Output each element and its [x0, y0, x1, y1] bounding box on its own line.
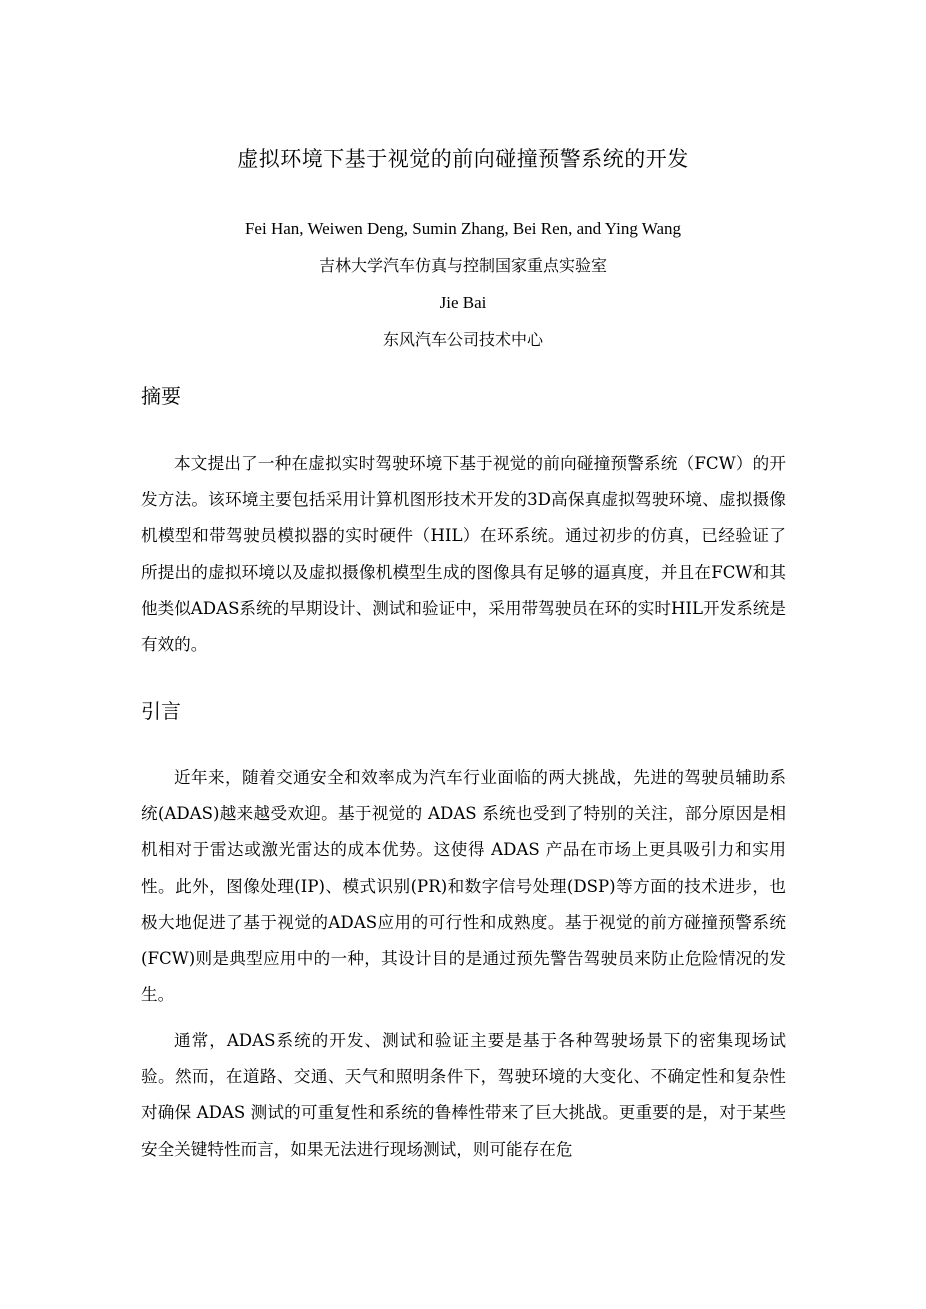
abstract-heading: 摘要	[141, 384, 181, 408]
introduction-heading: 引言	[141, 699, 181, 723]
author-names-primary: Fei Han, Weiwen Deng, Sumin Zhang, Bei Ren, and Ying Wang	[244, 219, 682, 238]
author-affiliation-secondary: 东风汽车公司技术中心	[382, 330, 543, 349]
introduction-paragraph-1: 近年来，随着交通安全和效率成为汽车行业面临的两大挑战，先进的驾驶员辅助系统(ADAS)越来越受欢迎。基于视觉的 ADAS 系统也受到了特别的关注，部分原因是相机相对于雷达或激光雷达的成本优势。这使得 ADAS 产品在市场上更具吸引力和实用性。此外，图像处理(IP)、模式识别(PR)和数字信号处理(DSP)等方面的技术进步，也极大地促进了基于视觉的ADAS应用的可行性和成熟度。基于视觉的前方碰撞预警系统(FCW)则是典型应用中的一种，其设计目的是通过预先警告驾驶员来防止危险情况的发生。	[141, 768, 786, 1005]
abstract-paragraph: 本文提出了一种在虚拟实时驾驶环境下基于视觉的前向碰撞预警系统（FCW）的开发方法。该环境主要包括采用计算机图形技术开发的3D高保真虚拟驾驶环境、虚拟摄像机模型和带驾驶员模拟器的实时硬件（HIL）在环系统。通过初步的仿真，已经验证了所提出的虚拟环境以及虚拟摄像机模型生成的图像具有足够的逼真度，并且在FCW和其他类似ADAS系统的早期设计、测试和验证中，采用带驾驶员在环的实时HIL开发系统是有效的。	[141, 454, 786, 655]
author-block	[0, 210, 926, 358]
author-affiliation-primary: 吉林大学汽车仿真与控制国家重点实验室	[318, 256, 607, 275]
paper-title: 虚拟环境下基于视觉的前向碰撞预警系统的开发	[237, 147, 689, 171]
introduction-paragraph-2: 通常，ADAS系统的开发、测试和验证主要是基于各种驾驶场景下的密集现场试验。然而，在道路、交通、天气和照明条件下，驾驶环境的大变化、不确定性和复杂性对确保 ADAS 测试的可重复性和系统的鲁棒性带来了巨大挑战。更重要的是，对于某些安全关键特性而言，如果无法进行现场测试，则可能存在危	[141, 1031, 786, 1159]
author-names-secondary: Jie Bai	[439, 293, 487, 312]
